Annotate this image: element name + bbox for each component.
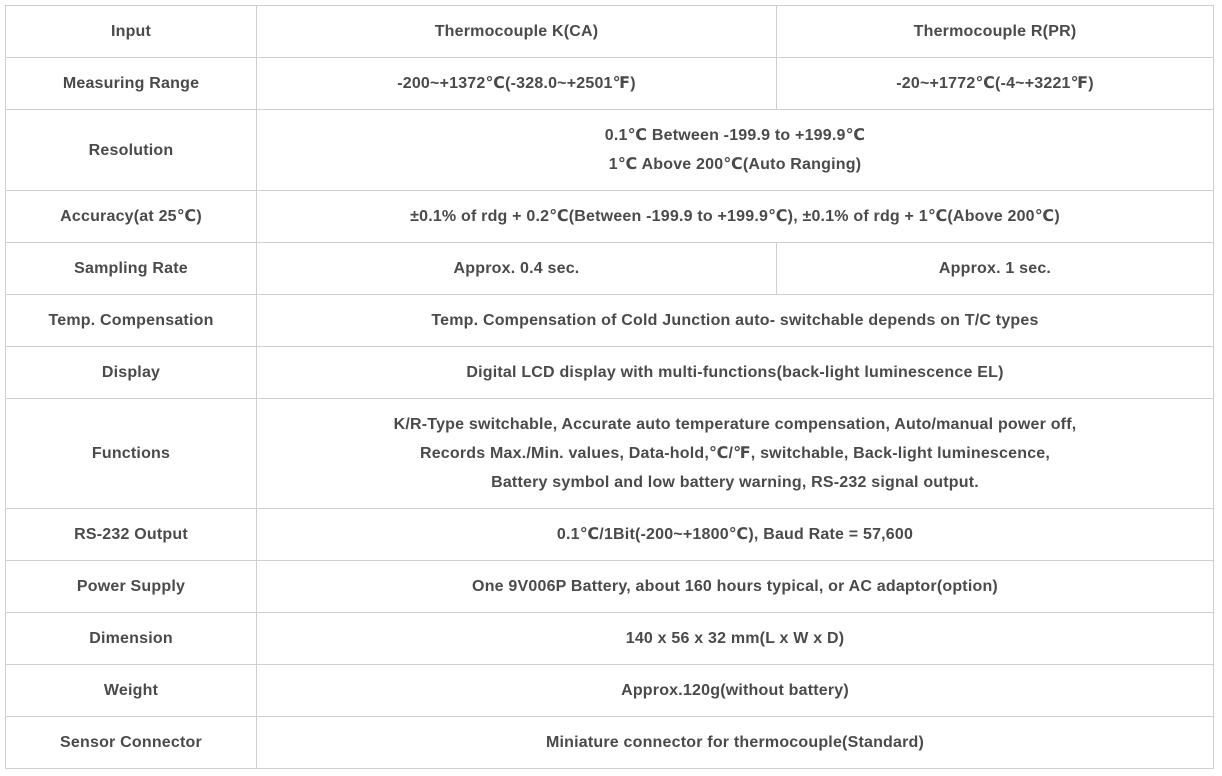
header-thermocouple-r: Thermocouple R(PR) — [777, 6, 1214, 58]
functions-value — [257, 399, 1214, 509]
table-row-weight — [6, 665, 1214, 717]
sensor-connector-value: Miniature connector for thermocouple(Standard) — [257, 717, 1214, 769]
row-label-measuring-range: Measuring Range — [6, 58, 257, 110]
row-label-temp-compensation: Temp. Compensation — [6, 295, 257, 347]
display-value: Digital LCD display with multi-functions(back-light luminescence EL) — [257, 347, 1214, 399]
row-label-resolution: Resolution — [6, 110, 257, 191]
sampling-rate-r-value: Approx. 1 sec. — [777, 243, 1214, 295]
measuring-range-k-value: -200~+1372℃(-328.0~+2501℉) — [257, 58, 777, 110]
row-label-functions: Functions — [6, 399, 257, 509]
weight-value: Approx.120g(without battery) — [257, 665, 1214, 717]
specification-table — [5, 5, 1214, 769]
table-row-power-supply — [6, 561, 1214, 613]
row-label-accuracy: Accuracy(at 25℃) — [6, 191, 257, 243]
table-row-dimension — [6, 613, 1214, 665]
measuring-range-r-value: -20~+1772℃(-4~+3221℉) — [777, 58, 1214, 110]
row-label-display: Display — [6, 347, 257, 399]
table-row-measuring-range — [6, 58, 1214, 110]
rs232-output-value: 0.1℃/1Bit(-200~+1800℃), Baud Rate = 57,600 — [257, 509, 1214, 561]
sampling-rate-k-value: Approx. 0.4 sec. — [257, 243, 777, 295]
table-row-resolution — [6, 110, 1214, 191]
row-label-power-supply: Power Supply — [6, 561, 257, 613]
dimension-value: 140 x 56 x 32 mm(L x W x D) — [257, 613, 1214, 665]
row-label-dimension: Dimension — [6, 613, 257, 665]
functions-line-2: Records Max./Min. values, Data-hold,℃/℉, switchable, Back-light luminescence, — [419, 445, 1051, 462]
row-label-weight: Weight — [6, 665, 257, 717]
row-label-sampling-rate: Sampling Rate — [6, 243, 257, 295]
resolution-value — [257, 110, 1214, 191]
functions-line-1: K/R-Type switchable, Accurate auto temperature compensation, Auto/manual power off, — [393, 416, 1077, 433]
table-row-temp-compensation — [6, 295, 1214, 347]
table-row-sensor-connector — [6, 717, 1214, 769]
row-label-sensor-connector: Sensor Connector — [6, 717, 257, 769]
power-supply-value: One 9V006P Battery, about 160 hours typical, or AC adaptor(option) — [257, 561, 1214, 613]
table-row-functions — [6, 399, 1214, 509]
resolution-line-1: 0.1℃ Between -199.9 to +199.9℃ — [604, 127, 866, 144]
header-thermocouple-k: Thermocouple K(CA) — [257, 6, 777, 58]
header-label-input: Input — [6, 6, 257, 58]
table-row-rs232-output — [6, 509, 1214, 561]
resolution-line-2: 1℃ Above 200℃(Auto Ranging) — [608, 156, 862, 173]
temp-compensation-value: Temp. Compensation of Cold Junction auto- switchable depends on T/C types — [257, 295, 1214, 347]
functions-line-3: Battery symbol and low battery warning, RS-232 signal output. — [491, 474, 979, 491]
table-row-accuracy — [6, 191, 1214, 243]
row-label-rs232-output: RS-232 Output — [6, 509, 257, 561]
accuracy-value: ±0.1% of rdg + 0.2℃(Between -199.9 to +199.9℃), ±0.1% of rdg + 1℃(Above 200℃) — [257, 191, 1214, 243]
table-row-display — [6, 347, 1214, 399]
table-row-sampling-rate — [6, 243, 1214, 295]
table-row-header — [6, 6, 1214, 58]
